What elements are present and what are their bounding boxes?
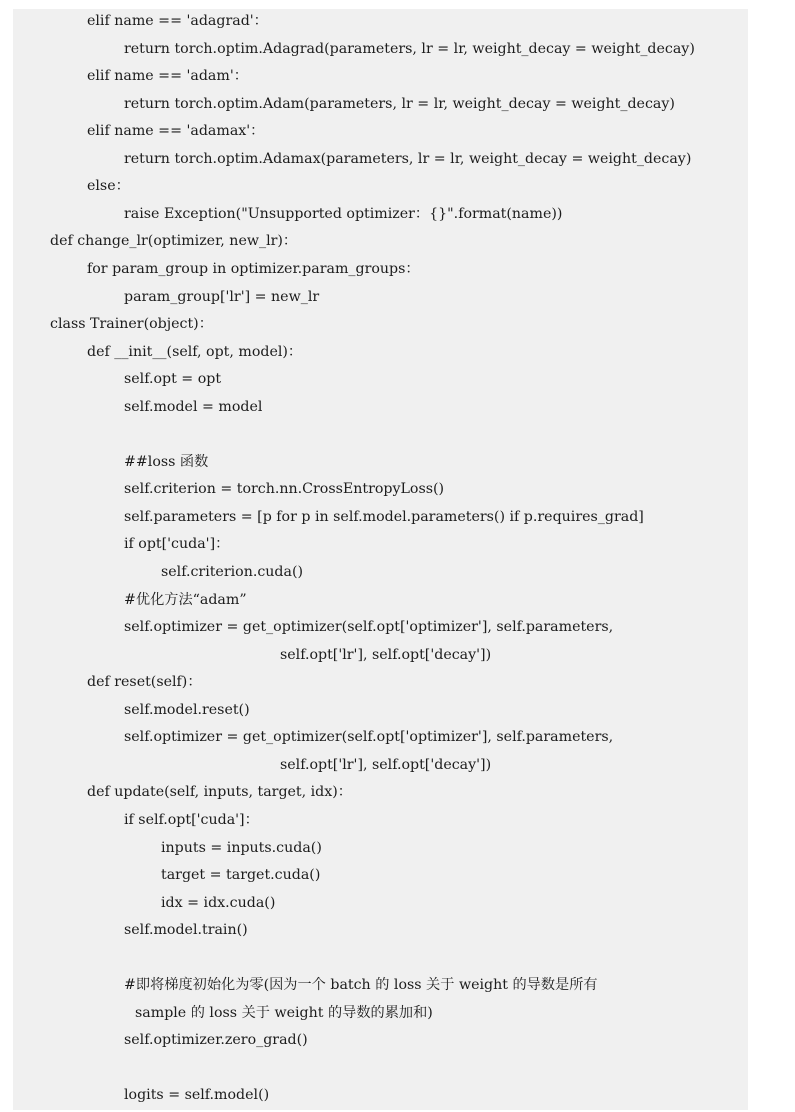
code-line: self.opt['lr'], self.opt['decay'])	[280, 647, 492, 663]
code-line: self.model = model	[124, 399, 263, 415]
code-line: #优化方法“adam”	[124, 592, 247, 608]
code-line: self.opt = opt	[124, 371, 222, 387]
code-line: for param_group in optimizer.param_groups：	[87, 261, 420, 277]
code-line: inputs = inputs.cuda()	[161, 840, 322, 856]
code-line: self.model.train()	[124, 922, 248, 938]
code-line: elif name == 'adamax'：	[87, 123, 265, 139]
code-line: elif name == 'adagrad'：	[87, 13, 268, 29]
code-line: elif name == 'adam'：	[87, 68, 248, 84]
code-line: def change_lr(optimizer, new_lr)：	[50, 233, 298, 249]
code-line: if opt['cuda']：	[124, 536, 230, 552]
code-line: self.optimizer = get_optimizer(self.opt['optimizer'], self.parameters,	[124, 729, 614, 745]
code-line: self.optimizer = get_optimizer(self.opt['optimizer'], self.parameters,	[124, 619, 614, 635]
code-line: return torch.optim.Adagrad(parameters, lr = lr, weight_decay = weight_decay)	[124, 41, 695, 57]
code-line: #即将梯度初始化为零(因为一个 batch 的 loss 关于 weight 的导数是所有	[124, 977, 598, 993]
code-line: def reset(self)：	[87, 674, 202, 690]
code-line: class Trainer(object)：	[50, 316, 213, 332]
code-line: idx = idx.cuda()	[161, 895, 276, 911]
code-line: raise Exception("Unsupported optimizer：{}".format(name))	[124, 206, 563, 222]
code-line: self.model.reset()	[124, 702, 250, 718]
code-line: sample 的 loss 关于 weight 的导数的累加和)	[135, 1005, 433, 1021]
code-line: if self.opt['cuda']：	[124, 812, 259, 828]
code-line: logits = self.model()	[124, 1087, 270, 1103]
code-line: target = target.cuda()	[161, 867, 321, 883]
code-line: self.criterion.cuda()	[161, 564, 304, 580]
code-line: self.optimizer.zero_grad()	[124, 1032, 308, 1048]
code-line: self.criterion = torch.nn.CrossEntropyLoss()	[124, 481, 445, 497]
code-line: self.opt['lr'], self.opt['decay'])	[280, 757, 492, 773]
code-line: def __init__(self, opt, model)：	[87, 344, 303, 360]
code-line: param_group['lr'] = new_lr	[124, 289, 320, 305]
code-line: def update(self, inputs, target, idx)：	[87, 784, 352, 800]
code-listing	[13, 9, 748, 1110]
code-line: return torch.optim.Adamax(parameters, lr = lr, weight_decay = weight_decay)	[124, 151, 692, 167]
code-line: else：	[87, 178, 130, 194]
code-line: self.parameters = [p for p in self.model.parameters() if p.requires_grad]	[124, 509, 644, 525]
code-line: return torch.optim.Adam(parameters, lr = lr, weight_decay = weight_decay)	[124, 96, 675, 112]
code-line: ##loss 函数	[124, 454, 209, 470]
